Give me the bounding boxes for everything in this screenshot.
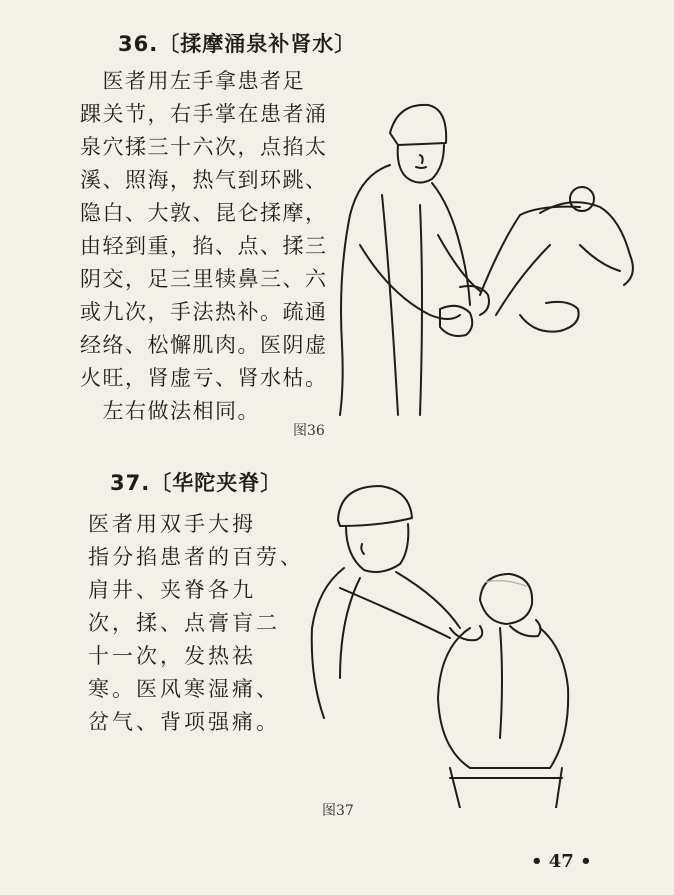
body-line: 阴交，足三里犊鼻三、六 [80,267,328,291]
body-line: 踝关节，右手掌在患者涌 [80,102,328,126]
figure-37-illustration [300,478,600,808]
body-line: 肩井、夹脊各九 [88,578,256,602]
body-line: 寒。医风寒湿痛、 [88,677,280,701]
body-line: 指分掐患者的百劳、 [88,545,304,569]
figure-36-illustration [320,95,650,425]
body-line: 经络、松懈肌肉。医阴虚 [80,333,328,357]
body-line: 由轻到重，掐、点、揉三 [80,234,328,258]
body-line: 隐白、大敦、昆仑揉摩， [80,201,328,225]
section-37-body [88,508,304,739]
figure-37-caption: 图37 [322,803,354,819]
body-line: 岔气、背项强痛。 [88,710,280,734]
figure-36-caption: 图36 [293,423,325,439]
section-36-body [80,65,328,428]
body-line: 十一次，发热祛 [88,644,256,668]
body-line: 火旺，肾虚亏、肾水枯。 [80,366,328,390]
body-line: 次，揉、点膏肓二 [88,611,280,635]
body-line: 溪、照海，热气到环跳、 [80,168,328,192]
body-line: 或九次，手法热补。疏通 [80,300,328,324]
section-36-heading: 36.〔揉摩涌泉补肾水〕 [118,32,357,56]
section-37-heading: 37.〔华陀夹脊〕 [110,471,283,495]
body-line: 医者用双手大拇 [88,512,256,536]
body-line: 医者用左手拿患者足 [80,69,305,93]
page-number: • 47 • [531,851,592,872]
body-line: 泉穴揉三十六次，点掐太 [80,135,328,159]
body-line: 左右做法相同。 [80,399,260,423]
